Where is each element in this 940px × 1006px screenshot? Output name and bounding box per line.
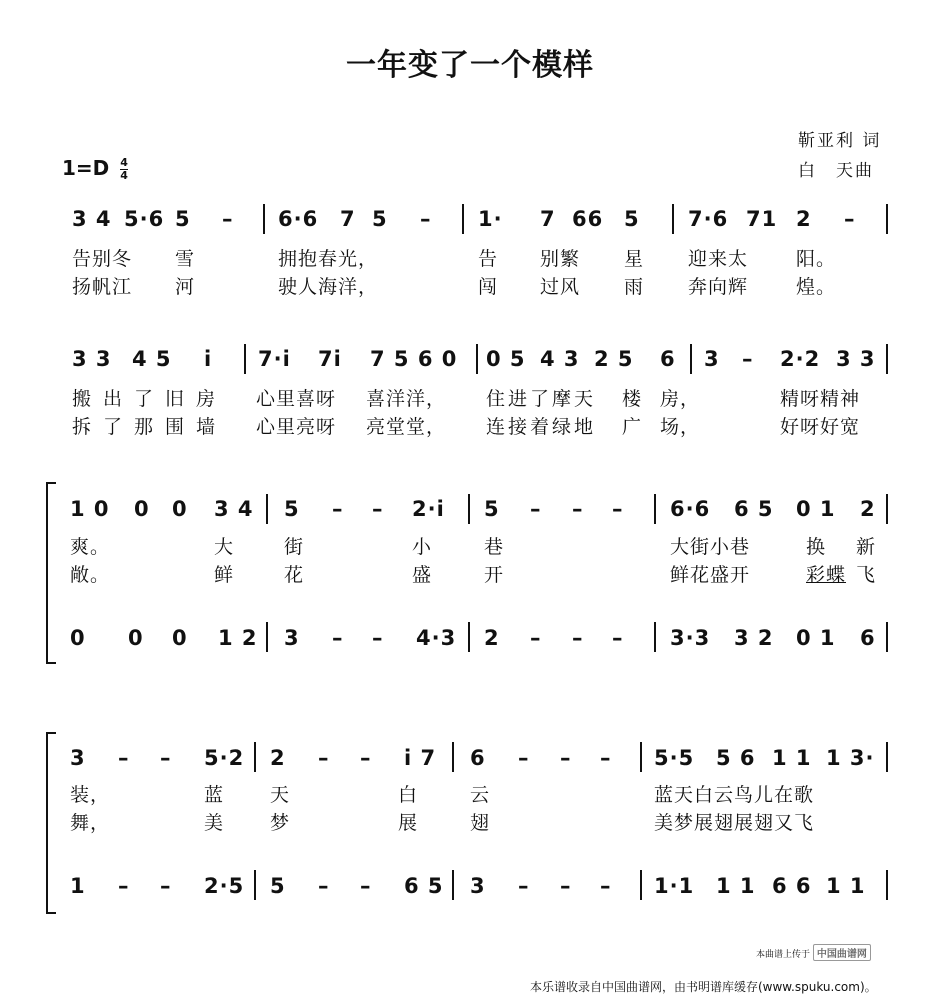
system-1-lyrics-verse-2 bbox=[0, 272, 940, 298]
lyric: 盛 bbox=[412, 564, 433, 586]
lyric: 小 bbox=[412, 536, 433, 558]
lyric: 鲜 bbox=[214, 564, 235, 586]
time-top: 4 bbox=[120, 156, 128, 169]
lyric: 住进了摩天 bbox=[486, 388, 597, 410]
barline bbox=[886, 344, 888, 374]
note: 1·1 bbox=[654, 874, 695, 898]
barline bbox=[886, 870, 888, 900]
note: – bbox=[530, 626, 542, 650]
barline bbox=[640, 742, 642, 772]
lyric: 奔向辉 bbox=[688, 276, 749, 298]
note: – bbox=[160, 746, 172, 770]
lyric: 街 bbox=[284, 536, 305, 558]
note: – bbox=[332, 626, 344, 650]
source-note: 本乐谱收录自中国曲谱网，由书明谱库缓存(www.spuku.com)。 bbox=[530, 980, 877, 994]
barline bbox=[690, 344, 692, 374]
lyric: 雪 bbox=[175, 248, 196, 270]
note: – bbox=[518, 874, 530, 898]
lyric: 美梦展翅展翅又飞 bbox=[654, 812, 815, 834]
lyric: 白 bbox=[398, 784, 419, 806]
note: 4 3 bbox=[540, 347, 580, 371]
upload-label: 本曲谱上传于 bbox=[756, 950, 811, 960]
barline bbox=[254, 742, 256, 772]
lyric: 装， bbox=[70, 784, 111, 806]
note: – bbox=[360, 874, 372, 898]
barline bbox=[468, 622, 470, 652]
note: 3 2 bbox=[734, 626, 774, 650]
note: 3 3 bbox=[72, 347, 112, 371]
lyric: 迎来太 bbox=[688, 248, 749, 270]
note: – bbox=[572, 626, 584, 650]
system-1-notes bbox=[0, 207, 940, 237]
note: i 7 bbox=[404, 746, 437, 770]
lyric: 河 bbox=[175, 276, 196, 298]
note: – bbox=[332, 497, 344, 521]
lyric: 告 bbox=[478, 248, 499, 270]
note: 3 4 bbox=[72, 207, 112, 231]
lyric: 花 bbox=[284, 564, 305, 586]
key-signature bbox=[62, 156, 128, 182]
lyric: 鲜花盛开 bbox=[670, 564, 751, 586]
note: – bbox=[560, 746, 572, 770]
composer-credit: 白 天曲 bbox=[798, 161, 874, 181]
note: – bbox=[612, 626, 624, 650]
barline bbox=[452, 870, 454, 900]
lyric: 蓝天白云鸟儿在歌 bbox=[654, 784, 815, 806]
lyric: 新 bbox=[856, 536, 877, 558]
note: 2 bbox=[270, 746, 286, 770]
note: 1 1 bbox=[716, 874, 756, 898]
note: – bbox=[318, 874, 330, 898]
lyric: 蓝 bbox=[204, 784, 225, 806]
note: 3 bbox=[284, 626, 300, 650]
lyric: 楼 bbox=[622, 388, 643, 410]
lyric: 天 bbox=[270, 784, 291, 806]
note: 1 bbox=[70, 874, 86, 898]
lyricist-credit: 靳亚利 词 bbox=[798, 131, 882, 151]
note: 0 bbox=[128, 626, 144, 650]
note: 1 2 bbox=[218, 626, 258, 650]
note: 2 bbox=[796, 207, 812, 231]
lyric: 心里亮呀 bbox=[256, 416, 337, 438]
note: – bbox=[600, 874, 612, 898]
lyric: 展 bbox=[398, 812, 419, 834]
note: – bbox=[160, 874, 172, 898]
note: 5 bbox=[284, 497, 300, 521]
note: 5 bbox=[484, 497, 500, 521]
note: i bbox=[204, 347, 213, 371]
barline bbox=[654, 494, 656, 524]
note: 6 bbox=[860, 626, 876, 650]
system-4-upper-notes bbox=[0, 746, 940, 776]
upload-note bbox=[756, 944, 871, 961]
note: 7·i bbox=[258, 347, 291, 371]
lyric: 舞， bbox=[70, 812, 111, 834]
lyric: 换 bbox=[806, 536, 827, 558]
barline bbox=[654, 622, 656, 652]
system-4-lyrics-verse-1 bbox=[0, 780, 940, 806]
note: 6·6 bbox=[670, 497, 711, 521]
note: 3·3 bbox=[670, 626, 711, 650]
note: – bbox=[372, 626, 384, 650]
note: 7·6 bbox=[688, 207, 729, 231]
barline bbox=[640, 870, 642, 900]
note: 0 bbox=[172, 497, 188, 521]
barline bbox=[886, 742, 888, 772]
lyric: 梦 bbox=[270, 812, 291, 834]
barline bbox=[476, 344, 478, 374]
note: 3 bbox=[70, 746, 86, 770]
note: 5 6 bbox=[716, 746, 756, 770]
time-signature bbox=[120, 157, 128, 182]
barline bbox=[254, 870, 256, 900]
barline bbox=[263, 204, 265, 234]
lyric: 别繁 bbox=[540, 248, 581, 270]
note: 0 5 bbox=[486, 347, 526, 371]
note: 2 bbox=[484, 626, 500, 650]
lyric: 大 bbox=[214, 536, 235, 558]
lyric: 喜洋洋， bbox=[366, 388, 447, 410]
note: – bbox=[118, 746, 130, 770]
note: – bbox=[572, 497, 584, 521]
note: 3 bbox=[470, 874, 486, 898]
lyric: 巷 bbox=[484, 536, 505, 558]
barline bbox=[886, 204, 888, 234]
lyric: 雨 bbox=[624, 276, 645, 298]
note: 1 1 bbox=[826, 874, 866, 898]
note: – bbox=[360, 746, 372, 770]
barline bbox=[886, 494, 888, 524]
note: 0 1 bbox=[796, 626, 836, 650]
note: – bbox=[222, 207, 234, 231]
lyric: 房， bbox=[660, 388, 701, 410]
lyric: 敞。 bbox=[70, 564, 111, 586]
lyric: 翅 bbox=[470, 812, 491, 834]
lyric: 连接着绿地 bbox=[486, 416, 597, 438]
note: 7i bbox=[318, 347, 342, 371]
note: 6 bbox=[470, 746, 486, 770]
song-title: 一年变了一个模样 bbox=[346, 48, 594, 83]
lyric: 驶人海洋， bbox=[278, 276, 379, 298]
note: 6 bbox=[660, 347, 676, 371]
lyric: 闯 bbox=[478, 276, 499, 298]
lyric: 广 bbox=[622, 416, 643, 438]
note: 2·2 bbox=[780, 347, 821, 371]
system-2-lyrics-verse-2 bbox=[0, 412, 940, 438]
lyric: 扬帆江 bbox=[72, 276, 133, 298]
system-3-lyrics-verse-2 bbox=[0, 560, 940, 586]
note: 2·5 bbox=[204, 874, 245, 898]
lyric: 飞 bbox=[856, 564, 877, 586]
note: 0 bbox=[70, 626, 86, 650]
note: 66 bbox=[572, 207, 604, 231]
lyric: 心里喜呀 bbox=[256, 388, 337, 410]
lyric: 精呀精神 bbox=[780, 388, 861, 410]
key-label: 1=D bbox=[62, 156, 110, 180]
system-2-lyrics-verse-1 bbox=[0, 384, 940, 410]
site-logo: 中国曲谱网 bbox=[813, 944, 871, 961]
lyric: 亮堂堂， bbox=[366, 416, 447, 438]
lyric: 云 bbox=[470, 784, 491, 806]
note: – bbox=[612, 497, 624, 521]
barline bbox=[266, 622, 268, 652]
barline bbox=[462, 204, 464, 234]
note: 6 5 bbox=[404, 874, 444, 898]
note: 0 bbox=[172, 626, 188, 650]
barline bbox=[266, 494, 268, 524]
note: 3 bbox=[704, 347, 720, 371]
note: – bbox=[742, 347, 754, 371]
note: – bbox=[420, 207, 432, 231]
note: – bbox=[318, 746, 330, 770]
note: 5·6 bbox=[124, 207, 165, 231]
barline bbox=[672, 204, 674, 234]
note: 71 bbox=[746, 207, 778, 231]
note: 3 3 bbox=[836, 347, 876, 371]
system-3-upper-notes bbox=[0, 497, 940, 527]
note: 2·i bbox=[412, 497, 445, 521]
lyric: 爽。 bbox=[70, 536, 111, 558]
lyric: 星 bbox=[624, 248, 645, 270]
note: – bbox=[560, 874, 572, 898]
note: 7 5 6 0 bbox=[370, 347, 458, 371]
note: 5 bbox=[372, 207, 388, 231]
lyric: 拆了那围墙 bbox=[72, 416, 228, 438]
note: 5 bbox=[175, 207, 191, 231]
note: – bbox=[518, 746, 530, 770]
note: 5·5 bbox=[654, 746, 695, 770]
system-4-lyrics-verse-2 bbox=[0, 808, 940, 834]
note: 7 bbox=[340, 207, 356, 231]
lyric: 大街小巷 bbox=[670, 536, 751, 558]
note: 2 bbox=[860, 497, 876, 521]
note: 1 1 bbox=[772, 746, 812, 770]
lyric: 煌。 bbox=[796, 276, 837, 298]
note: – bbox=[372, 497, 384, 521]
note: 6 6 bbox=[772, 874, 812, 898]
note: 5 bbox=[270, 874, 286, 898]
lyric: 搬出了旧房 bbox=[72, 388, 228, 410]
note: – bbox=[844, 207, 856, 231]
barline bbox=[452, 742, 454, 772]
lyric: 拥抱春光， bbox=[278, 248, 379, 270]
note: 4 5 bbox=[132, 347, 172, 371]
lyric: 过风 bbox=[540, 276, 581, 298]
note: 6·6 bbox=[278, 207, 319, 231]
note: 5·2 bbox=[204, 746, 245, 770]
note: 7 bbox=[540, 207, 556, 231]
note: 1 0 bbox=[70, 497, 110, 521]
barline bbox=[468, 494, 470, 524]
lyric: 好呀好宽 bbox=[780, 416, 861, 438]
lyric: 彩蝶 bbox=[806, 564, 847, 586]
system-3-lyrics-verse-1 bbox=[0, 532, 940, 558]
system-4-lower-notes bbox=[0, 874, 940, 904]
system-3-lower-notes bbox=[0, 626, 940, 656]
lyric: 阳。 bbox=[796, 248, 837, 270]
barline bbox=[886, 622, 888, 652]
system-2-notes bbox=[0, 347, 940, 377]
note: 5 bbox=[624, 207, 640, 231]
lyric: 场， bbox=[660, 416, 701, 438]
note: – bbox=[600, 746, 612, 770]
note: – bbox=[530, 497, 542, 521]
note: 1· bbox=[478, 207, 503, 231]
note: 2 5 bbox=[594, 347, 634, 371]
note: 0 1 bbox=[796, 497, 836, 521]
lyric: 美 bbox=[204, 812, 225, 834]
note: 4·3 bbox=[416, 626, 457, 650]
note: 3 4 bbox=[214, 497, 254, 521]
lyric: 开 bbox=[484, 564, 505, 586]
time-bottom: 4 bbox=[120, 169, 128, 182]
note: 1 3· bbox=[826, 746, 875, 770]
barline bbox=[244, 344, 246, 374]
note: 0 bbox=[134, 497, 150, 521]
lyric: 告别冬 bbox=[72, 248, 133, 270]
system-1-lyrics-verse-1 bbox=[0, 244, 940, 270]
note: 6 5 bbox=[734, 497, 774, 521]
note: – bbox=[118, 874, 130, 898]
